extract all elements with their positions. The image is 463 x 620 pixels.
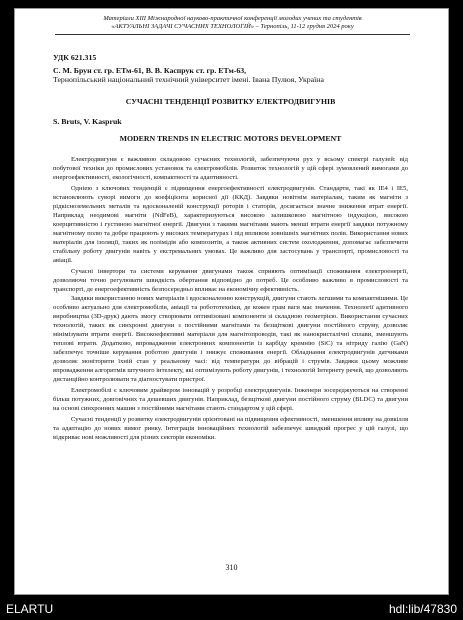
- paragraph-intro: Електродвигуни є важливою складовою сучасних технологій, забезпечуючи рух у всьому спектрі галузей: від побутової техніки до промислових установок та електромобілів. Розвиток технологій у цій сфері зумовлений вимогами до енергоефективності, екологічності, компактності та адаптивності.: [53, 156, 408, 181]
- affiliation: Тернопільський національний технічний університет імені. Івана Пулюя, Україна: [53, 75, 324, 84]
- header-rule: [55, 34, 410, 35]
- header-line-2: «АКТУАЛЬНІ ЗАДАЧІ СУЧАСНИХ ТЕХНОЛОГІЙ» – Тернопіль, 11-12 грудня 2024 року: [111, 23, 354, 30]
- authors-en: S. Bruts, V. Kaspruk: [53, 117, 122, 126]
- article-body: [53, 155, 408, 442]
- udc-code: УДК 621.315: [53, 53, 97, 62]
- paragraph-efficiency: Одніею з ключових тенденцій є підвищення енергоефективності електродвигунів. Стандарти, такі як IE4 і IE5, встановлюють суворі вимоги до коефіцієнта корисної дії (ККД). Завдяки новітнім матеріалам, таким як магніти з рідкісноземельних металів та вдосконаленій конструкції роторів і статорів, досягається значне зниження втрат енергії. Наприклад неодимові магніти (NdFeB), характеризуються високою залишковою магнітною індукцією, високою коерцитивністю і густиною магнітної енергії. Двигуни з такими магнітами мають менші втрати енергії завдяки потужному магнітному полю та добре працюють у високих температурах і під впливом зовнішніх магнітних полів. Використання нових матеріалів для ізоляції, таких як полімідів або композитів, а також активних систем охолодження, допомагає забезпечити стабільну роботу двигунів навіть у екстремальних умовах. Це важливо для застосувань у транспорті, промисловості та авіації.: [53, 185, 408, 264]
- title-ua: СУЧАСНІ ТЕНДЕНЦІЇ РОЗВИТКУ ЕЛЕКТРОДВИГУНІВ: [125, 97, 336, 106]
- authors-ua: С. М. Брун ст. гр. ЕТм-61, В. В. Каспрук ст. гр. ЕТм-63,: [53, 66, 247, 75]
- paragraph-ev: Електромобілі є ключовим драйвером інновацій у розробці електродвигунів. Інженери зосереджуються на створенні більш потужних, довговічних та дешевших двигунів. Наприклад, безщіткові двигуни постійного струму (BLDC) та двигуни на основі синхронних машин з постійними магнітами стають стандартом у цій сфері.: [53, 387, 408, 412]
- header-line-1: Матеріали XIII Міжнародної науково-практичної конференції молодих учених та студентів: [103, 15, 362, 22]
- footer-handle: hdl:lib/47830: [388, 602, 457, 616]
- page-number: 310: [225, 563, 238, 572]
- paragraph-materials: Завдяки використанню нових матеріалів і вдосконаленню конструкцій, двигуни стають легшими та компактнішими. Це особливо актуально для електромобілів, авіації та робототехніки, де кожен грам ваги має значення. Технології адитивного виробництва (3D-друк) дають змогу створювати оптимізовані компоненти зі складною геометрією. Використання сучасних технологій, таких як синхронні двигуни з постійними магнітами та безщіткові двигуни постійного струму, дозволяє мінімізувати втрати енергії. Високоефективні матеріали для магнітопроводів, такі як нанокристалічні сплави, зменшують теплові втрати. Додатково, впровадження електронних компонентів із карбіду кремнію (SiC) та нітриду галію (GaN) забезпечує точніше керування роботою двигунів і знижує споживання енергії. Обладнання електродвигунів датчиками дозволяє моніторити їхній стан у реальному часі: від температури до вібрацій і струмів. Завдяки цьому можливе впровадження алгоритмів штучного інтелекту, які оптимізують роботу двигунів, і технологій Інтернету речей, що дозволяють дистанційно контролювати та діагностувати пристрої.: [53, 295, 408, 383]
- title-en: MODERN TRENDS IN ELECTRIC MOTORS DEVELOPMENT: [119, 134, 342, 143]
- paragraph-inverters: Сучасні інвертори та системи керування двигунами також сприяють оптимізації споживання електроенергії, дозволяючи точно регулювати швидкість обертання відповідно до потреб. Це особливо важливо в промисловості та транспорті, де енергоефективність безпосередньо впливає на економічну ефективність.: [53, 268, 408, 293]
- conference-header: [55, 15, 410, 31]
- document-page: [14, 8, 449, 595]
- footer-repository: ELARTU: [6, 602, 54, 616]
- paragraph-conclusion: Сучасні тенденції у розвитку електродвигунів орієнтовані на підвищення ефективності, зменшення впливу на довкілля та адаптацію до нових вимог ринку. Інтеграція інноваційних технологій забезпечує швидкий прогрес у цій галузі, що відкриває нові можливості для різних секторів економіки.: [53, 416, 408, 441]
